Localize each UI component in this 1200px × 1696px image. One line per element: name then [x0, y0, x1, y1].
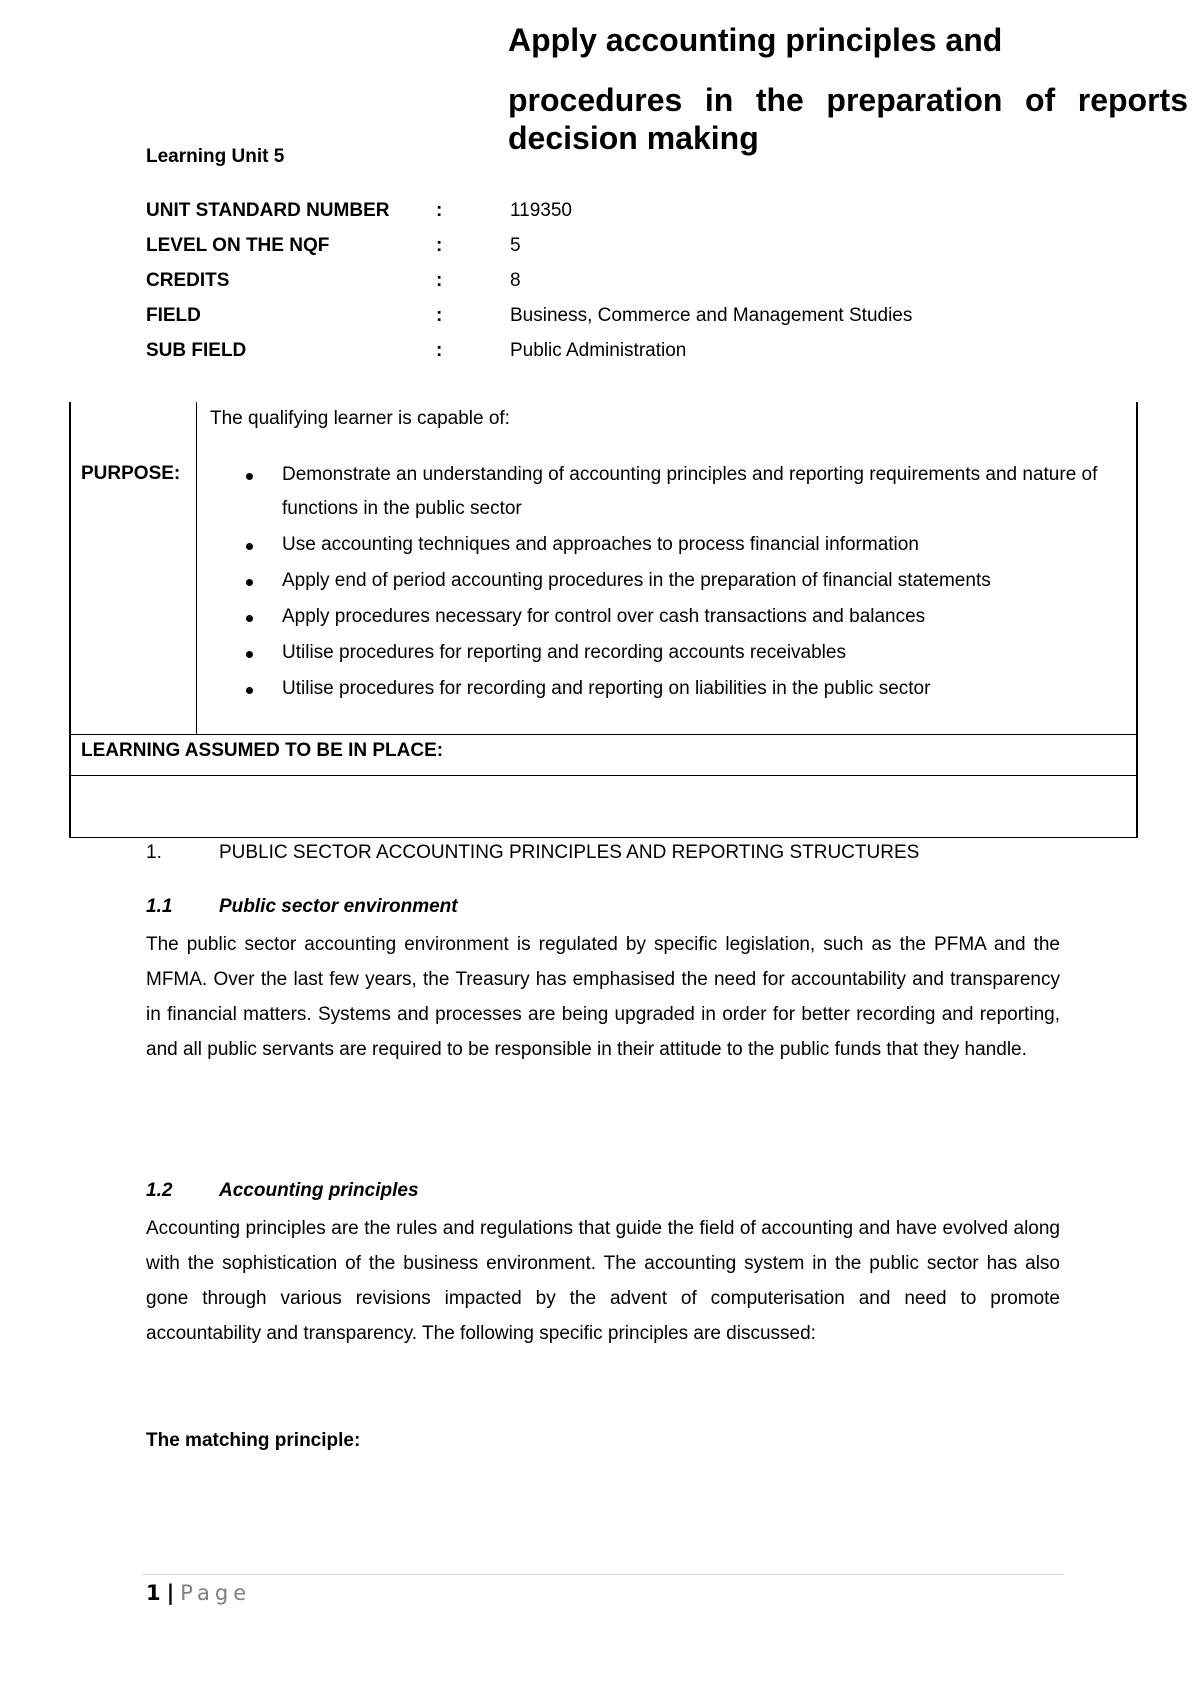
meta-colon: :	[436, 305, 443, 326]
subsection-1-1-paragraph: The public sector accounting environment is regulated by specific legislation, such as the PFMA and the MFMA. Over the last few years, the Treasury has emphasised the need for accountability and transparency in financial matters. Systems and processes are being upgraded in order for better recording and reporting, and all public servants are required to be responsible in their attitude to the public funds that they handle.	[146, 934, 1060, 1060]
purpose-intro: The qualifying learner is capable of:	[210, 408, 510, 429]
subsection-number: 1.1	[146, 896, 173, 917]
bullet-icon	[246, 579, 253, 586]
meta-colon: :	[436, 270, 443, 291]
matching-principle-heading: The matching principle:	[146, 1430, 361, 1451]
purpose-list	[210, 458, 1130, 708]
learning-assumed-label: LEARNING ASSUMED TO BE IN PLACE:	[81, 740, 444, 761]
list-item-text: Apply procedures necessary for control over cash transactions and balances	[282, 606, 926, 627]
subsection-title: Accounting principles	[219, 1180, 419, 1201]
meta-colon: :	[436, 200, 443, 221]
list-item	[210, 458, 1130, 526]
bullet-icon	[246, 651, 253, 658]
meta-key: LEVEL ON THE NQF	[146, 235, 330, 256]
meta-key: CREDITS	[146, 270, 230, 291]
section-title: PUBLIC SECTOR ACCOUNTING PRINCIPLES AND REPORTING STRUCTURES	[219, 842, 920, 863]
meta-key: SUB FIELD	[146, 340, 247, 361]
subsection-title: Public sector environment	[219, 896, 458, 917]
footer-divider	[142, 1574, 1064, 1575]
meta-colon: :	[436, 235, 443, 256]
purpose-label: PURPOSE:	[81, 463, 181, 484]
document-title-line-1: Apply accounting principles and	[508, 22, 1003, 58]
table-border-bottom	[69, 837, 1138, 838]
document-title-line-2: procedures in the preparation of reports	[508, 82, 1188, 118]
meta-row-field	[146, 305, 1046, 335]
meta-key: FIELD	[146, 305, 201, 326]
table-border-row-1	[69, 734, 1138, 735]
subsection-1-2-paragraph: Accounting principles are the rules and regulations that guide the field of accounting and have evolved along with the sophistication of the business environment. The accounting system in the public sector has also gone through various revisions impacted by the advent of computerisation and need to promote accountability and transparency. The following specific principles are discussed:	[146, 1218, 1060, 1344]
page-word: Page	[180, 1581, 252, 1605]
meta-key: UNIT STANDARD NUMBER	[146, 200, 390, 221]
meta-value: 8	[510, 270, 521, 291]
bullet-icon	[246, 615, 253, 622]
list-item-text: Demonstrate an understanding of accounting principles and reporting requirements and nature of functions in the public sector	[282, 464, 1098, 519]
meta-row-unit-standard	[146, 200, 1046, 230]
table-border-divider	[196, 402, 197, 734]
list-item	[210, 528, 1130, 562]
section-number: 1.	[146, 842, 162, 863]
subsection-number: 1.2	[146, 1180, 173, 1201]
page-number: 1	[146, 1581, 161, 1605]
list-item-text: Apply end of period accounting procedures in the preparation of financial statements	[282, 570, 991, 591]
bullet-icon	[246, 473, 253, 480]
table-border-row-2	[69, 775, 1138, 776]
table-border-left	[69, 402, 71, 838]
learning-unit-label: Learning Unit 5	[146, 146, 285, 167]
meta-row-sub-field	[146, 340, 1046, 370]
list-item	[210, 636, 1130, 670]
meta-row-credits	[146, 270, 1046, 300]
list-item-text: Utilise procedures for recording and reporting on liabilities in the public sector	[282, 678, 931, 699]
list-item	[210, 600, 1130, 634]
document-title-line-3: decision making	[508, 120, 759, 156]
bullet-icon	[246, 543, 253, 550]
table-border-right	[1136, 402, 1138, 838]
meta-value: 5	[510, 235, 521, 256]
footer-separator: |	[166, 1581, 175, 1605]
list-item	[210, 672, 1130, 706]
meta-row-level	[146, 235, 1046, 265]
meta-colon: :	[436, 340, 443, 361]
meta-value: Public Administration	[510, 340, 687, 361]
list-item-text: Use accounting techniques and approaches to process financial information	[282, 534, 919, 555]
meta-value: 119350	[510, 200, 572, 221]
page-footer	[146, 1581, 251, 1605]
list-item	[210, 564, 1130, 598]
bullet-icon	[246, 687, 253, 694]
meta-value: Business, Commerce and Management Studies	[510, 305, 913, 326]
list-item-text: Utilise procedures for reporting and recording accounts receivables	[282, 642, 846, 663]
